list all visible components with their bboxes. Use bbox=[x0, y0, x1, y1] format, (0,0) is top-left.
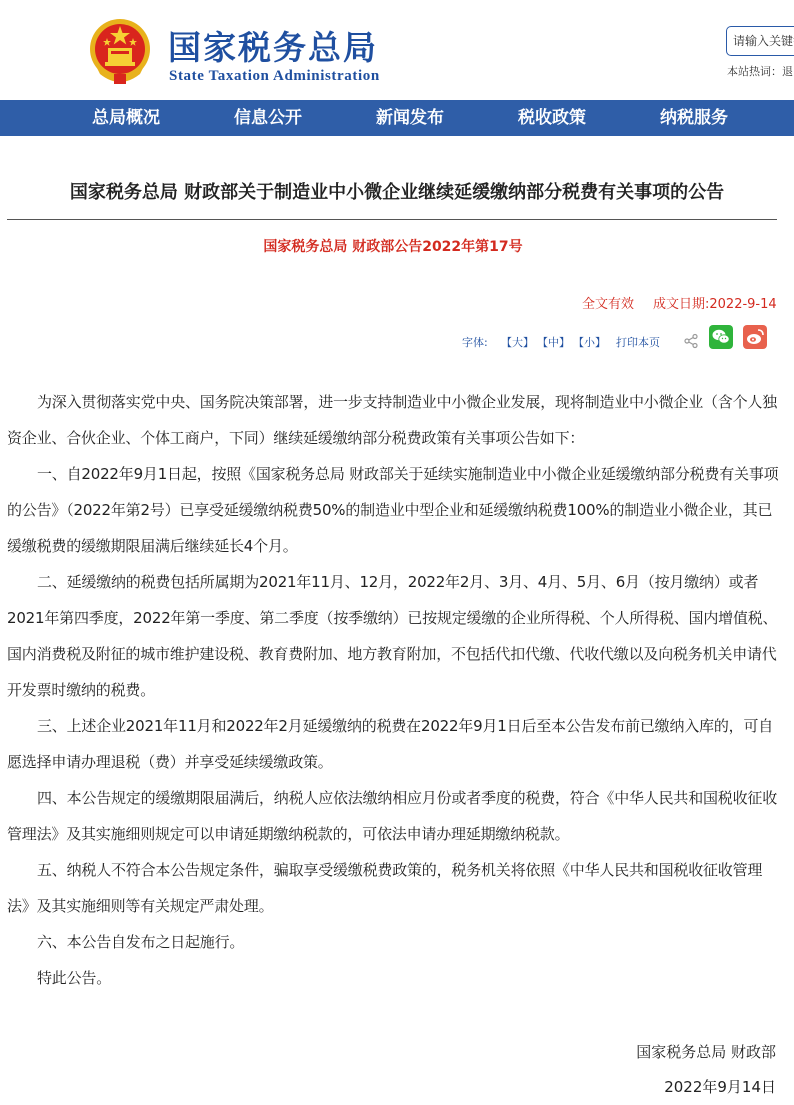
font-large-button[interactable]: 【大】 bbox=[501, 336, 534, 349]
article-paragraph: 五、纳税人不符合本公告规定条件，骗取享受缓缴税费政策的，税务机关将依照《中华人民共和国税收征收管理法》及其实施细则等有关规定严肃处理。 bbox=[7, 861, 763, 915]
site-name-cn[interactable]: 国家税务总局 bbox=[168, 28, 378, 67]
nav-item-news[interactable]: 新闻发布 bbox=[376, 108, 444, 128]
weibo-share-icon[interactable] bbox=[743, 325, 767, 349]
validity-status: 全文有效 bbox=[582, 297, 635, 312]
article-paragraph: 二、延缓缴纳的税费包括所属期为2021年11月、12月，2022年2月、3月、4月、5月、6月（按月缴纳）或者2021年第四季度，2022年第一季度、第二季度（按季缴纳）已按规定缓缴的企业所得税、个人所得税、国内增值税、国内消费税及附征的城市维护建设税、教育费附加、地方教育附加，不包括代扣代缴、代收代缴以及向税务机关申请代开发票时缴纳的税费。 bbox=[7, 573, 778, 699]
hot-words bbox=[727, 63, 793, 79]
site-header bbox=[0, 0, 794, 100]
issue-date-label: 成文日期: bbox=[653, 297, 710, 312]
article-paragraph: 为深入贯彻落实党中央、国务院决策部署，进一步支持制造业中小微企业发展，现将制造业中小微企业（含个人独资企业、合伙企业、个体工商户，下同）继续延缓缴纳部分税费政策有关事项公告如下： bbox=[7, 393, 778, 447]
share-icon[interactable] bbox=[683, 333, 699, 349]
hot-words-label: 本站热词： bbox=[727, 65, 782, 78]
article-paragraph: 四、本公告规定的缓缴期限届满后，纳税人应依法缴纳相应月份或者季度的税费，符合《中华人民共和国税收征收管理法》及其实施细则规定可以申请延期缴纳税款的，可依法申请办理延期缴纳税款。 bbox=[7, 789, 778, 843]
article-paragraph: 六、本公告自发布之日起施行。 bbox=[37, 933, 245, 951]
hot-word-link[interactable]: 退 bbox=[782, 65, 793, 78]
article-title: 国家税务总局 财政部关于制造业中小微企业继续延缓缴纳部分税费有关事项的公告 bbox=[69, 182, 725, 203]
document-number: 国家税务总局 财政部公告2022年第17号 bbox=[263, 239, 523, 255]
issue-date bbox=[653, 293, 777, 312]
nav-item-overview[interactable]: 总局概况 bbox=[92, 108, 160, 128]
national-emblem-icon[interactable] bbox=[88, 16, 152, 86]
wechat-share-icon[interactable] bbox=[709, 325, 733, 349]
search-input[interactable] bbox=[733, 28, 794, 54]
article-paragraph: 特此公告。 bbox=[37, 969, 112, 987]
font-medium-button[interactable]: 【中】 bbox=[537, 336, 570, 349]
nav-item-policy[interactable]: 税收政策 bbox=[518, 108, 586, 128]
signature: 国家税务总局 财政部 bbox=[636, 1043, 776, 1061]
article-paragraph: 一、自2022年9月1日起，按照《国家税务总局 财政部关于延续实施制造业中小微企业延缓缴纳部分税费有关事项的公告》（2022年第2号）已享受延缓缴纳税费50%的制造业中型企业和延缓缴纳税费100%的制造业小微企业，其已缓缴税费的缓缴期限届满后继续延长4个月。 bbox=[7, 465, 779, 555]
font-small-button[interactable]: 【小】 bbox=[573, 336, 606, 349]
nav-item-disclosure[interactable]: 信息公开 bbox=[234, 108, 302, 128]
issue-date-value: 2022-9-14 bbox=[709, 297, 777, 312]
title-divider bbox=[7, 219, 777, 220]
site-name-en: State Taxation Administration bbox=[169, 68, 380, 84]
sign-date: 2022年9月14日 bbox=[664, 1078, 776, 1096]
print-button[interactable]: 打印本页 bbox=[616, 336, 660, 349]
nav-item-service[interactable]: 纳税服务 bbox=[660, 108, 728, 128]
article-paragraph: 三、上述企业2021年11月和2022年2月延缓缴纳的税费在2022年9月1日后至本公告发布前已缴纳入库的，可自愿选择申请办理退税（费）并享受延续缓缴政策。 bbox=[7, 717, 774, 771]
search-box bbox=[726, 26, 794, 56]
font-size-label: 字体: bbox=[462, 336, 488, 349]
main-nav bbox=[0, 100, 794, 136]
